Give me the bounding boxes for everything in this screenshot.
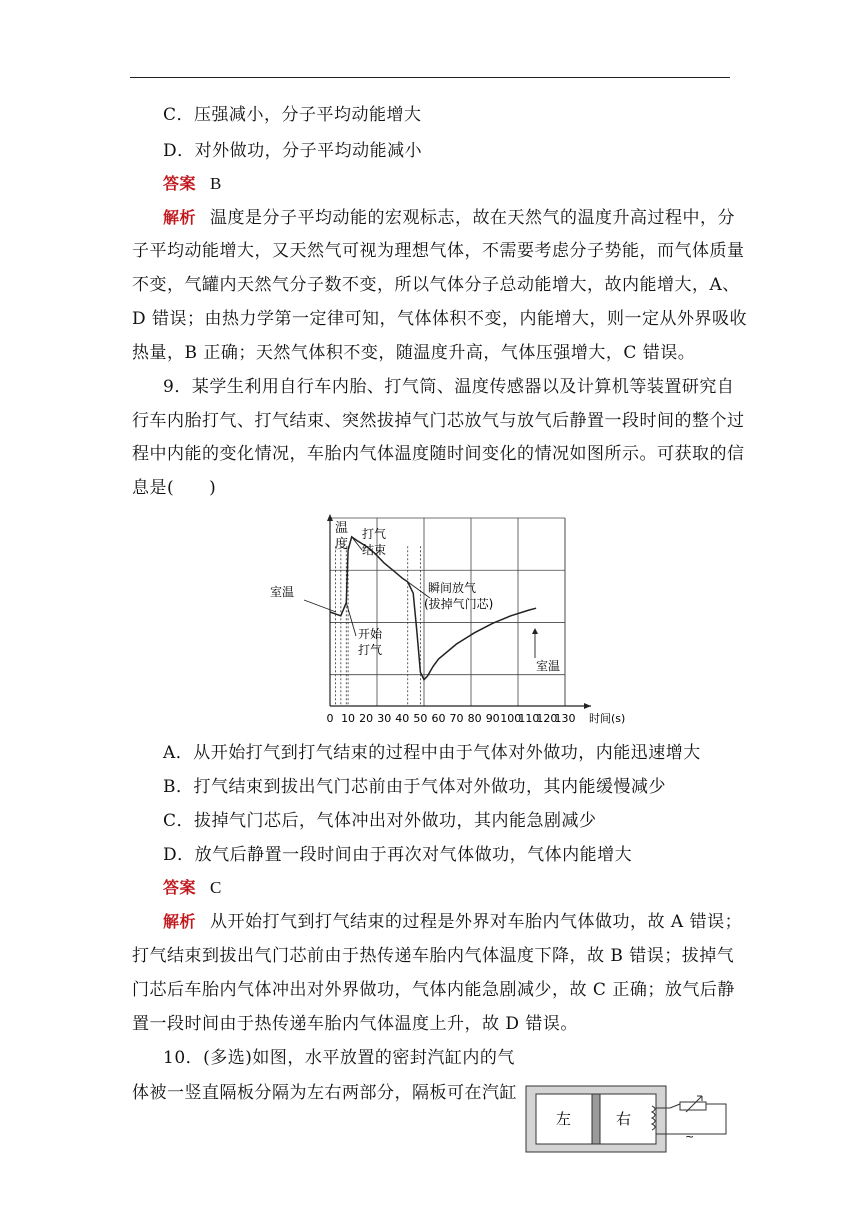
- q8-analysis-line-2: 子平均动能增大，又天然气可视为理想气体，不需要考虑分子势能，而气体质量: [132, 241, 745, 261]
- release-label-line-1: 瞬间放气: [428, 581, 477, 595]
- analysis-label: 解析: [163, 208, 197, 227]
- header-rule: [130, 77, 730, 78]
- q9-stem-line-1: 9．某学生利用自行车内胎、打气筒、温度传感器以及计算机等装置研究自: [163, 377, 735, 397]
- partition: [592, 1094, 600, 1144]
- q8-option-d: D．对外做功，分子平均动能减小: [163, 141, 423, 161]
- q9-answer: [163, 877, 222, 899]
- x-tick-label: 40: [395, 712, 410, 725]
- answer-label: 答案: [163, 878, 197, 897]
- y-axis-label: [335, 521, 348, 552]
- q9-option-b: B．打气结束到拔出气门芯前由于气体对外做功，其内能缓慢减少: [163, 777, 666, 797]
- q9-option-c: C．拔掉气门芯后，气体冲出对外做功，其内能急剧减少: [163, 811, 597, 831]
- analysis-label: 解析: [163, 912, 197, 931]
- q8-option-c: C．压强减小，分子平均动能增大: [163, 105, 422, 125]
- answer-value: B: [210, 174, 222, 193]
- q8-analysis-line-3: 不变，气罐内天然气分子数不变，所以气体分子总动能增大，故内能增大，A、: [132, 275, 740, 295]
- rheostat: [680, 1102, 706, 1110]
- q9-analysis-line-1: [163, 911, 742, 933]
- q8-analysis-line-5: 热量，B 正确；天然气体积不变，随温度升高，气体压强增大，C 错误。: [132, 343, 696, 363]
- end-pump-label-line-2: 结束: [362, 543, 387, 557]
- temperature-time-chart: [260, 512, 640, 726]
- y-label-char-1: 温: [335, 521, 349, 536]
- q10-stem-line-2: 体被一竖直隔板分隔为左右两部分，隔板可在汽缸: [132, 1083, 517, 1103]
- x-tick-label: 70: [449, 712, 464, 725]
- answer-value: C: [210, 878, 222, 897]
- x-tick-labels: [327, 712, 576, 725]
- x-tick-label: 130: [554, 712, 576, 725]
- x-tick-label: 0: [326, 712, 334, 725]
- room-temp-right-label: 室温: [536, 659, 561, 673]
- x-tick-label: 60: [431, 712, 446, 725]
- q9-stem-line-3: 程中内能的变化情况，车胎内气体温度随时间变化的情况如图所示。可获取的信: [132, 444, 745, 464]
- left-label: 左: [556, 1110, 572, 1128]
- x-tick-label: 110: [518, 712, 540, 725]
- start-pump-label-line-1: 开始: [358, 627, 383, 641]
- x-tick-label: 100: [500, 712, 522, 725]
- q9-analysis-line-3: 门芯后车胎内气体冲出对外界做功，气体内能急剧减少，故 C 正确；放气后静: [132, 980, 735, 1000]
- x-tick-label: 50: [413, 712, 428, 725]
- analysis-text: 从开始打气到打气结束的过程是外界对车胎内气体做功，故 A 错误；: [210, 912, 743, 932]
- q9-option-a: A．从开始打气到打气结束的过程中由于气体对外做功，内能迅速增大: [163, 743, 701, 763]
- q8-analysis-line-1: [163, 207, 735, 229]
- x-tick-label: 10: [341, 712, 356, 725]
- ac-source-icon: ~: [685, 1130, 695, 1143]
- room-temp-left-label: 室温: [270, 585, 295, 599]
- q10-stem-line-1: 10．(多选)如图，水平放置的密封汽缸内的气: [163, 1048, 515, 1068]
- y-label-char-2: 度: [335, 537, 349, 552]
- analysis-text: 温度是分子平均动能的宏观标志，故在天然气的温度升高过程中，分: [210, 208, 736, 228]
- right-label: 右: [616, 1110, 632, 1128]
- x-tick-label: 90: [485, 712, 500, 725]
- x-axis-label: 时间(s): [589, 712, 626, 725]
- x-tick-label: 120: [536, 712, 558, 725]
- room-temp-left-pointer: [304, 600, 336, 612]
- x-tick-label: 20: [359, 712, 374, 725]
- q8-analysis-line-4: D 错误；由热力学第一定律可知，气体体积不变，内能增大，则一定从外界吸收: [132, 309, 748, 329]
- end-pump-label-line-1: 打气: [362, 527, 387, 541]
- start-pump-label-line-2: 打气: [358, 643, 383, 657]
- q9-option-d: D．放气后静置一段时间由于再次对气体做功，气体内能增大: [163, 845, 633, 865]
- x-axis-arrow-icon: [584, 703, 591, 709]
- q8-answer: [163, 173, 222, 195]
- q9-analysis-line-4: 置一段时间由于热传递车胎内气体温度上升，故 D 错误。: [132, 1014, 578, 1034]
- cylinder-diagram: [520, 1082, 730, 1156]
- chart-annotations: [270, 526, 560, 673]
- x-tick-label: 80: [467, 712, 482, 725]
- room-temp-right-arrow-icon: [532, 628, 538, 634]
- release-label-line-2: (拔掉气门芯): [424, 597, 494, 611]
- y-axis-arrow-icon: [327, 514, 333, 521]
- q9-stem-line-2: 行车内胎打气、打气结束、突然拔掉气门芯放气与放气后静置一段时间的整个过: [132, 411, 745, 431]
- q9-stem-line-4: 息是( ): [132, 478, 217, 498]
- answer-label: 答案: [163, 174, 197, 193]
- q9-analysis-line-2: 打气结束到拔出气门芯前由于热传递车胎内气体温度下降，故 B 错误；拔掉气: [132, 946, 735, 966]
- x-tick-label: 30: [377, 712, 392, 725]
